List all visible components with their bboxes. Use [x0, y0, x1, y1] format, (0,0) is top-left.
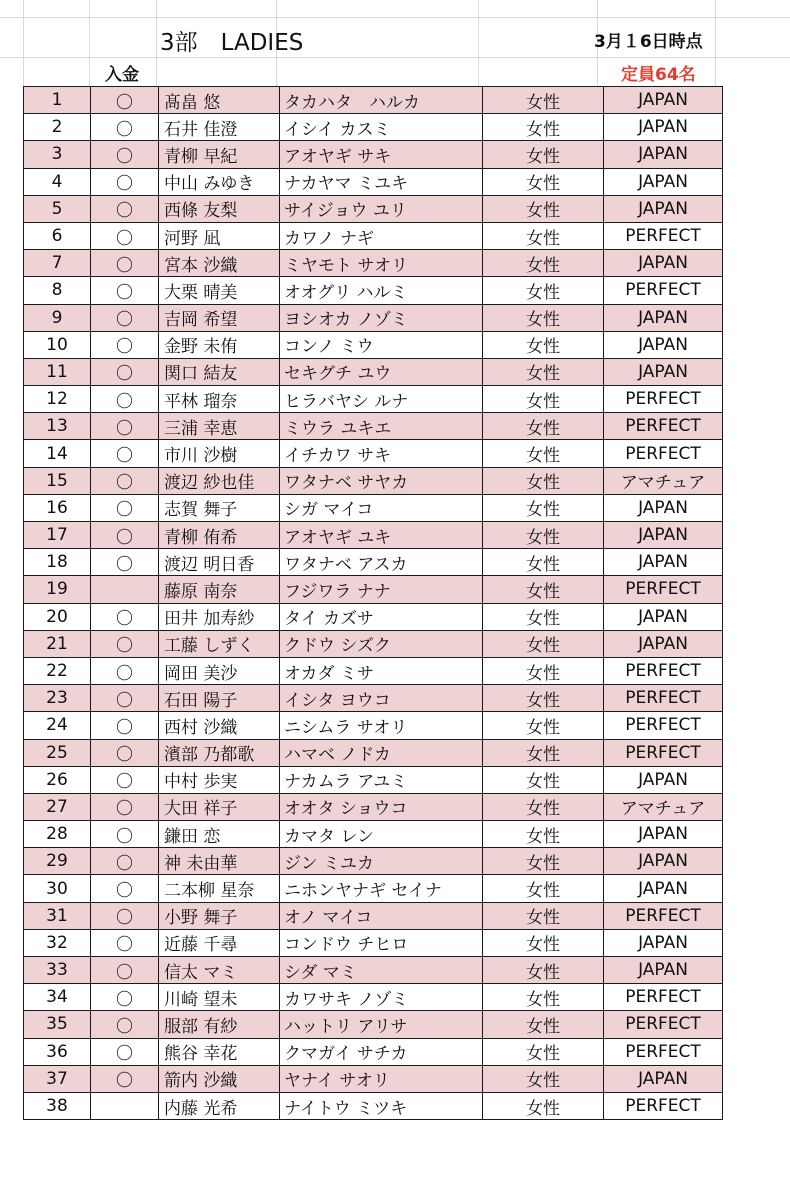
- player-gender: 女性: [483, 467, 604, 494]
- paid-mark: 〇: [91, 195, 159, 222]
- grid-line: [0, 57, 790, 58]
- table-row: [24, 195, 723, 222]
- row-number: 27: [24, 793, 91, 820]
- player-kana: アオヤギ サキ: [280, 141, 483, 168]
- player-affiliation: JAPAN: [604, 141, 723, 168]
- player-kana: クマガイ サチカ: [280, 1038, 483, 1065]
- player-affiliation: JAPAN: [604, 522, 723, 549]
- table-row: [24, 739, 723, 766]
- player-name: 関口 結友: [159, 358, 280, 385]
- player-kana: タイ カズサ: [280, 603, 483, 630]
- player-name: 中村 歩実: [159, 766, 280, 793]
- player-kana: フジワラ ナナ: [280, 576, 483, 603]
- player-name: 工藤 しずく: [159, 630, 280, 657]
- row-number: 19: [24, 576, 91, 603]
- row-number: 30: [24, 875, 91, 902]
- player-affiliation: PERFECT: [604, 413, 723, 440]
- row-number: 32: [24, 929, 91, 956]
- player-name: 箭内 沙織: [159, 1065, 280, 1092]
- paid-mark: 〇: [91, 467, 159, 494]
- grid-line: [89, 0, 90, 86]
- grid-line: [715, 0, 716, 86]
- player-name: 神 未由華: [159, 848, 280, 875]
- player-affiliation: PERFECT: [604, 1011, 723, 1038]
- player-affiliation: PERFECT: [604, 386, 723, 413]
- paid-mark: 〇: [91, 440, 159, 467]
- grid-line: [23, 0, 24, 86]
- paid-mark: 〇: [91, 848, 159, 875]
- player-kana: オオタ ショウコ: [280, 793, 483, 820]
- player-gender: 女性: [483, 984, 604, 1011]
- table-row: [24, 712, 723, 739]
- table-row: [24, 549, 723, 576]
- player-gender: 女性: [483, 168, 604, 195]
- table-row: [24, 386, 723, 413]
- as-of-date: 3月１6日時点: [594, 32, 703, 52]
- paid-mark: 〇: [91, 386, 159, 413]
- player-name: 川崎 望未: [159, 984, 280, 1011]
- row-number: 36: [24, 1038, 91, 1065]
- row-number: 9: [24, 304, 91, 331]
- player-name: 中山 みゆき: [159, 168, 280, 195]
- player-gender: 女性: [483, 304, 604, 331]
- player-gender: 女性: [483, 848, 604, 875]
- player-gender: 女性: [483, 277, 604, 304]
- player-gender: 女性: [483, 712, 604, 739]
- row-number: 11: [24, 358, 91, 385]
- player-name: 市川 沙樹: [159, 440, 280, 467]
- paid-mark: 〇: [91, 87, 159, 114]
- paid-mark: 〇: [91, 250, 159, 277]
- row-number: 20: [24, 603, 91, 630]
- player-name: 志賀 舞子: [159, 494, 280, 521]
- paid-mark: 〇: [91, 821, 159, 848]
- row-number: 1: [24, 87, 91, 114]
- player-gender: 女性: [483, 929, 604, 956]
- paid-mark: 〇: [91, 712, 159, 739]
- row-number: 2: [24, 114, 91, 141]
- player-name: 内藤 光希: [159, 1092, 280, 1119]
- player-kana: ハットリ アリサ: [280, 1011, 483, 1038]
- paid-mark: 〇: [91, 549, 159, 576]
- row-number: 37: [24, 1065, 91, 1092]
- row-number: 13: [24, 413, 91, 440]
- player-kana: コンドウ チヒロ: [280, 929, 483, 956]
- table-row: [24, 1092, 723, 1119]
- player-name: 岡田 美沙: [159, 657, 280, 684]
- row-number: 17: [24, 522, 91, 549]
- table-row: [24, 576, 723, 603]
- paid-mark: 〇: [91, 304, 159, 331]
- player-gender: 女性: [483, 114, 604, 141]
- player-affiliation: JAPAN: [604, 630, 723, 657]
- paid-mark: 〇: [91, 793, 159, 820]
- player-gender: 女性: [483, 875, 604, 902]
- table-row: [24, 168, 723, 195]
- player-affiliation: JAPAN: [604, 250, 723, 277]
- paid-mark: 〇: [91, 522, 159, 549]
- table-row: [24, 1038, 723, 1065]
- player-gender: 女性: [483, 195, 604, 222]
- player-name: 河野 凪: [159, 222, 280, 249]
- table-row: [24, 821, 723, 848]
- player-name: 平林 瑠奈: [159, 386, 280, 413]
- table-row: [24, 277, 723, 304]
- row-number: 34: [24, 984, 91, 1011]
- player-affiliation: PERFECT: [604, 440, 723, 467]
- row-number: 3: [24, 141, 91, 168]
- player-kana: ワタナベ サヤカ: [280, 467, 483, 494]
- table-row: [24, 1065, 723, 1092]
- paid-mark: [91, 1092, 159, 1119]
- player-affiliation: JAPAN: [604, 821, 723, 848]
- player-affiliation: JAPAN: [604, 195, 723, 222]
- paid-mark: [91, 576, 159, 603]
- table-row: [24, 467, 723, 494]
- player-kana: サイジョウ ユリ: [280, 195, 483, 222]
- player-affiliation: JAPAN: [604, 549, 723, 576]
- roster-body: [24, 87, 723, 1120]
- row-number: 33: [24, 957, 91, 984]
- paid-mark: 〇: [91, 168, 159, 195]
- player-kana: ミウラ ユキエ: [280, 413, 483, 440]
- player-kana: ヒラバヤシ ルナ: [280, 386, 483, 413]
- table-row: [24, 114, 723, 141]
- paid-mark: 〇: [91, 1011, 159, 1038]
- player-affiliation: JAPAN: [604, 766, 723, 793]
- player-kana: オノ マイコ: [280, 902, 483, 929]
- paid-mark: 〇: [91, 657, 159, 684]
- row-number: 23: [24, 685, 91, 712]
- table-row: [24, 222, 723, 249]
- player-name: 濱部 乃都歌: [159, 739, 280, 766]
- row-number: 12: [24, 386, 91, 413]
- table-row: [24, 358, 723, 385]
- player-kana: ヤナイ サオリ: [280, 1065, 483, 1092]
- player-kana: タカハタ ハルカ: [280, 87, 483, 114]
- player-gender: 女性: [483, 657, 604, 684]
- player-kana: ワタナベ アスカ: [280, 549, 483, 576]
- player-affiliation: JAPAN: [604, 957, 723, 984]
- player-affiliation: JAPAN: [604, 603, 723, 630]
- player-kana: クドウ シズク: [280, 630, 483, 657]
- player-affiliation: JAPAN: [604, 114, 723, 141]
- player-gender: 女性: [483, 494, 604, 521]
- sheet-title: 3部 LADIES: [160, 30, 304, 56]
- player-name: 渡辺 明日香: [159, 549, 280, 576]
- paid-mark: 〇: [91, 875, 159, 902]
- player-gender: 女性: [483, 358, 604, 385]
- row-number: 22: [24, 657, 91, 684]
- player-kana: カワサキ ノゾミ: [280, 984, 483, 1011]
- player-gender: 女性: [483, 522, 604, 549]
- row-number: 8: [24, 277, 91, 304]
- row-number: 29: [24, 848, 91, 875]
- player-kana: カワノ ナギ: [280, 222, 483, 249]
- player-name: 金野 未侑: [159, 331, 280, 358]
- table-row: [24, 494, 723, 521]
- player-name: 小野 舞子: [159, 902, 280, 929]
- player-gender: 女性: [483, 141, 604, 168]
- player-kana: ジン ミユカ: [280, 848, 483, 875]
- player-name: 青柳 早紀: [159, 141, 280, 168]
- player-gender: 女性: [483, 793, 604, 820]
- player-gender: 女性: [483, 250, 604, 277]
- player-kana: シダ マミ: [280, 957, 483, 984]
- player-name: 大栗 晴美: [159, 277, 280, 304]
- player-affiliation: PERFECT: [604, 277, 723, 304]
- player-name: 宮本 沙織: [159, 250, 280, 277]
- row-number: 16: [24, 494, 91, 521]
- player-gender: 女性: [483, 739, 604, 766]
- paid-mark: 〇: [91, 685, 159, 712]
- player-affiliation: PERFECT: [604, 1092, 723, 1119]
- player-affiliation: PERFECT: [604, 902, 723, 929]
- row-number: 4: [24, 168, 91, 195]
- paid-mark: 〇: [91, 1065, 159, 1092]
- player-kana: イシタ ヨウコ: [280, 685, 483, 712]
- table-row: [24, 304, 723, 331]
- player-kana: ヨシオカ ノゾミ: [280, 304, 483, 331]
- player-affiliation: JAPAN: [604, 331, 723, 358]
- player-gender: 女性: [483, 222, 604, 249]
- player-name: 藤原 南奈: [159, 576, 280, 603]
- paid-mark: 〇: [91, 358, 159, 385]
- player-name: 二本柳 星奈: [159, 875, 280, 902]
- player-name: 青柳 侑希: [159, 522, 280, 549]
- table-row: [24, 522, 723, 549]
- player-name: 石田 陽子: [159, 685, 280, 712]
- player-gender: 女性: [483, 1038, 604, 1065]
- player-affiliation: アマチュア: [604, 793, 723, 820]
- table-row: [24, 440, 723, 467]
- table-row: [24, 413, 723, 440]
- player-affiliation: JAPAN: [604, 494, 723, 521]
- player-affiliation: PERFECT: [604, 712, 723, 739]
- player-affiliation: JAPAN: [604, 875, 723, 902]
- player-gender: 女性: [483, 957, 604, 984]
- player-gender: 女性: [483, 440, 604, 467]
- row-number: 28: [24, 821, 91, 848]
- player-kana: ナイトウ ミツキ: [280, 1092, 483, 1119]
- player-affiliation: JAPAN: [604, 87, 723, 114]
- table-row: [24, 603, 723, 630]
- player-gender: 女性: [483, 1065, 604, 1092]
- player-name: 近藤 千尋: [159, 929, 280, 956]
- paid-mark: 〇: [91, 1038, 159, 1065]
- paid-column-header: 入金: [105, 65, 139, 85]
- player-gender: 女性: [483, 685, 604, 712]
- player-gender: 女性: [483, 603, 604, 630]
- paid-mark: 〇: [91, 630, 159, 657]
- player-affiliation: PERFECT: [604, 657, 723, 684]
- row-number: 6: [24, 222, 91, 249]
- player-affiliation: アマチュア: [604, 467, 723, 494]
- player-name: 髙畠 悠: [159, 87, 280, 114]
- row-number: 21: [24, 630, 91, 657]
- player-affiliation: PERFECT: [604, 984, 723, 1011]
- table-row: [24, 685, 723, 712]
- row-number: 31: [24, 902, 91, 929]
- table-row: [24, 902, 723, 929]
- row-number: 15: [24, 467, 91, 494]
- player-gender: 女性: [483, 87, 604, 114]
- paid-mark: 〇: [91, 331, 159, 358]
- player-gender: 女性: [483, 413, 604, 440]
- player-gender: 女性: [483, 821, 604, 848]
- player-name: 三浦 幸恵: [159, 413, 280, 440]
- player-gender: 女性: [483, 576, 604, 603]
- paid-mark: 〇: [91, 494, 159, 521]
- player-kana: ミヤモト サオリ: [280, 250, 483, 277]
- capacity-label: 定員64名: [621, 65, 696, 85]
- row-number: 38: [24, 1092, 91, 1119]
- grid-line: [478, 0, 479, 86]
- row-number: 35: [24, 1011, 91, 1038]
- player-kana: ニホンヤナギ セイナ: [280, 875, 483, 902]
- player-name: 西村 沙織: [159, 712, 280, 739]
- player-gender: 女性: [483, 766, 604, 793]
- table-row: [24, 793, 723, 820]
- player-kana: セキグチ ユウ: [280, 358, 483, 385]
- player-name: 信太 マミ: [159, 957, 280, 984]
- player-affiliation: PERFECT: [604, 222, 723, 249]
- player-affiliation: PERFECT: [604, 739, 723, 766]
- paid-mark: 〇: [91, 766, 159, 793]
- player-kana: ナカヤマ ミユキ: [280, 168, 483, 195]
- player-affiliation: PERFECT: [604, 1038, 723, 1065]
- player-kana: オカダ ミサ: [280, 657, 483, 684]
- table-row: [24, 1011, 723, 1038]
- player-gender: 女性: [483, 331, 604, 358]
- table-row: [24, 141, 723, 168]
- table-row: [24, 630, 723, 657]
- paid-mark: 〇: [91, 902, 159, 929]
- player-gender: 女性: [483, 1011, 604, 1038]
- table-row: [24, 929, 723, 956]
- player-gender: 女性: [483, 386, 604, 413]
- player-name: 渡辺 紗也佳: [159, 467, 280, 494]
- table-row: [24, 766, 723, 793]
- player-kana: イチカワ サキ: [280, 440, 483, 467]
- row-number: 7: [24, 250, 91, 277]
- player-kana: ニシムラ サオリ: [280, 712, 483, 739]
- table-row: [24, 875, 723, 902]
- player-kana: アオヤギ ユキ: [280, 522, 483, 549]
- player-gender: 女性: [483, 630, 604, 657]
- player-name: 田井 加寿紗: [159, 603, 280, 630]
- player-affiliation: JAPAN: [604, 929, 723, 956]
- player-kana: ハマベ ノドカ: [280, 739, 483, 766]
- row-number: 5: [24, 195, 91, 222]
- row-number: 25: [24, 739, 91, 766]
- player-kana: イシイ カスミ: [280, 114, 483, 141]
- row-number: 24: [24, 712, 91, 739]
- player-kana: ナカムラ アユミ: [280, 766, 483, 793]
- player-kana: シガ マイコ: [280, 494, 483, 521]
- player-affiliation: PERFECT: [604, 685, 723, 712]
- table-row: [24, 657, 723, 684]
- paid-mark: 〇: [91, 984, 159, 1011]
- player-affiliation: JAPAN: [604, 848, 723, 875]
- player-name: 石井 佳澄: [159, 114, 280, 141]
- paid-mark: 〇: [91, 277, 159, 304]
- grid-line: [0, 17, 790, 18]
- table-row: [24, 848, 723, 875]
- player-affiliation: JAPAN: [604, 1065, 723, 1092]
- player-affiliation: JAPAN: [604, 358, 723, 385]
- paid-mark: 〇: [91, 114, 159, 141]
- player-affiliation: JAPAN: [604, 304, 723, 331]
- player-gender: 女性: [483, 549, 604, 576]
- player-name: 大田 祥子: [159, 793, 280, 820]
- row-number: 18: [24, 549, 91, 576]
- player-name: 吉岡 希望: [159, 304, 280, 331]
- table-row: [24, 250, 723, 277]
- roster-table: [23, 86, 723, 1120]
- player-affiliation: PERFECT: [604, 576, 723, 603]
- player-kana: カマタ レン: [280, 821, 483, 848]
- player-name: 熊谷 幸花: [159, 1038, 280, 1065]
- paid-mark: 〇: [91, 413, 159, 440]
- paid-mark: 〇: [91, 739, 159, 766]
- table-row: [24, 87, 723, 114]
- paid-mark: 〇: [91, 141, 159, 168]
- player-name: 西條 友梨: [159, 195, 280, 222]
- row-number: 10: [24, 331, 91, 358]
- player-affiliation: JAPAN: [604, 168, 723, 195]
- row-number: 14: [24, 440, 91, 467]
- player-gender: 女性: [483, 902, 604, 929]
- table-row: [24, 331, 723, 358]
- row-number: 26: [24, 766, 91, 793]
- table-row: [24, 984, 723, 1011]
- paid-mark: 〇: [91, 957, 159, 984]
- table-row: [24, 957, 723, 984]
- paid-mark: 〇: [91, 222, 159, 249]
- paid-mark: 〇: [91, 603, 159, 630]
- player-name: 鎌田 恋: [159, 821, 280, 848]
- player-kana: オオグリ ハルミ: [280, 277, 483, 304]
- player-kana: コンノ ミウ: [280, 331, 483, 358]
- player-name: 服部 有紗: [159, 1011, 280, 1038]
- grid-line: [156, 0, 157, 86]
- player-gender: 女性: [483, 1092, 604, 1119]
- paid-mark: 〇: [91, 929, 159, 956]
